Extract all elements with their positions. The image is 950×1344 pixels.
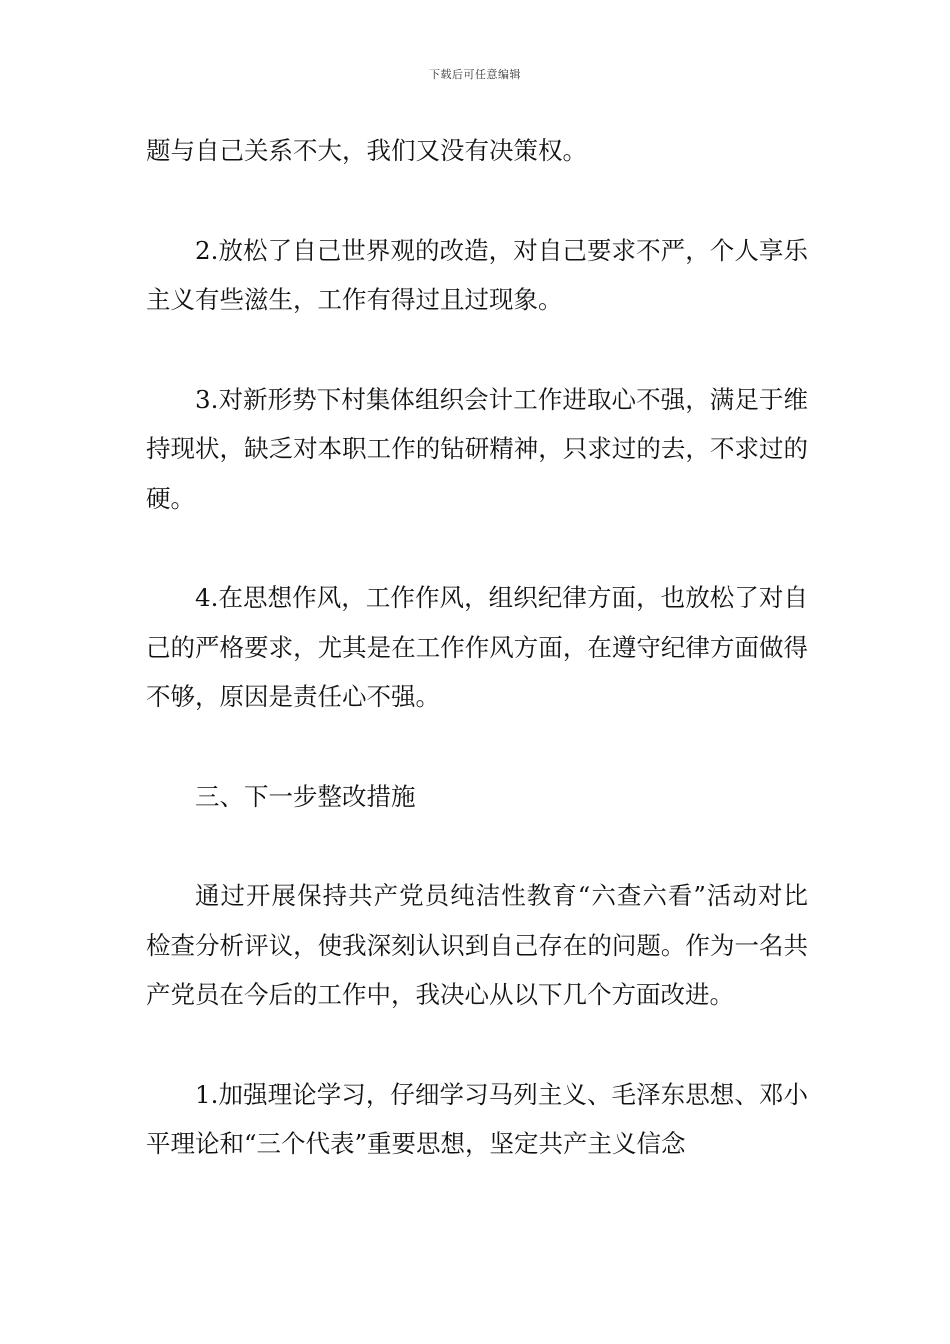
paragraph-item-2: 2.放松了自己世界观的改造，对自己要求不严，个人享乐主义有些滋生，工作有得过且过现象。 — [146, 235, 808, 314]
paragraph-continuation: 题与自己关系不大，我们又没有决策权。 — [146, 136, 587, 165]
paragraph-gap — [146, 1020, 808, 1070]
section-heading: 三、下一步整改措施 — [195, 781, 416, 811]
paragraph-gap — [146, 176, 808, 226]
paragraph-gap — [146, 821, 808, 871]
paragraph-intro: 通过开展保持共产党员纯洁性教育“六查六看”活动对比检查分析评议，使我深刻认识到自己存在的问题。作为一名共产党员在今后的工作中，我决心从以下几个方面改进。 — [146, 881, 808, 1009]
paragraph-measure-1: 1.加强理论学习，仔细学习马列主义、毛泽东思想、邓小平理论和“三个代表”重要思想，坚定共产主义信念 — [146, 1079, 808, 1158]
document-body — [146, 126, 808, 1169]
paragraph-gap — [146, 722, 808, 772]
header-note: 下载后可任意编辑 — [429, 68, 521, 81]
paragraph-item-4: 4.在思想作风，工作作风，组织纪律方面，也放松了对自己的严格要求，尤其是在工作作风方面，在遵守纪律方面做得不够，原因是责任心不强。 — [146, 583, 808, 711]
paragraph-gap — [146, 523, 808, 573]
paragraph-item-3: 3.对新形势下村集体组织会计工作进取心不强，满足于维持现状，缺乏对本职工作的钻研精神，只求过的去，不求过的硬。 — [146, 384, 808, 513]
paragraph-gap — [146, 325, 808, 375]
